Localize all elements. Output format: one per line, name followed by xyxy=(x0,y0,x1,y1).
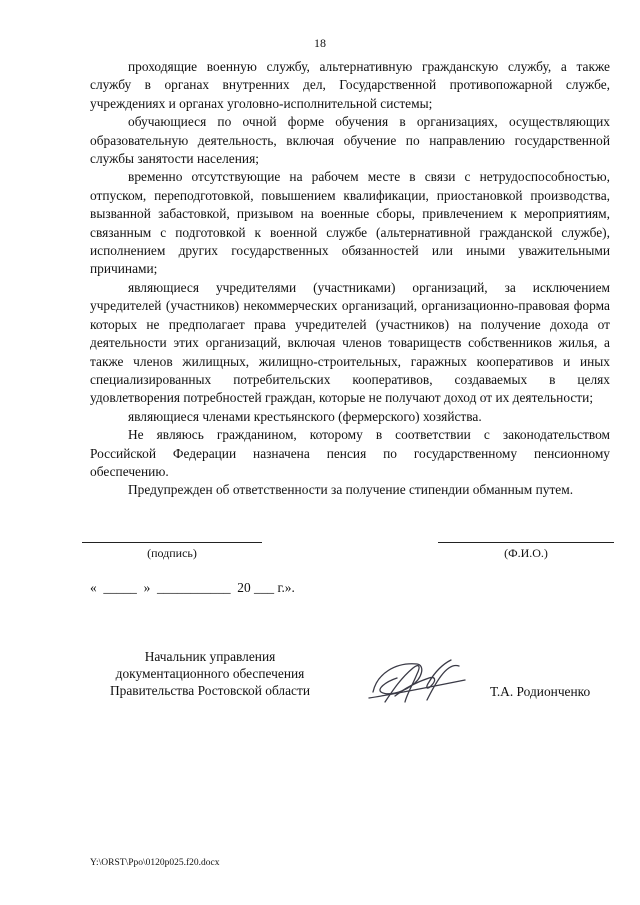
file-path: Y:\ORST\Ppo\0120p025.f20.docx xyxy=(90,858,220,868)
date-line: « _____ » ___________ 20 ___ г.». xyxy=(90,580,295,595)
paragraph-founders: являющиеся учредителями (участниками) организаций, за исключением учредителей (участников) некоммерческих организаций, организационно-правовая форма которых не предполагает права учредителей (участников) на получение дохода от деятельности этих организаций, включая членов товариществ собственников жилья, а также членов жилищных, жилищно-строительных, гаражных кооперативов и иных специализированных потребительских кооперативов, создаваемых в целях удовлетворения потребностей граждан, которые не получают доход от их деятельности; xyxy=(90,279,610,406)
handwritten-signature xyxy=(365,652,470,710)
full-name-line xyxy=(438,542,614,543)
page-number: 18 xyxy=(314,36,326,50)
signature-caption: (подпись) xyxy=(147,546,197,560)
signature-line xyxy=(82,542,262,543)
signer-name: Т.А. Родионченко xyxy=(490,684,591,699)
official-title-line-3: Правительства Ростовской области xyxy=(109,683,311,698)
paragraph-farm-members: являющиеся членами крестьянского (фермерского) хозяйства. xyxy=(128,408,482,424)
paragraph-not-pensioner: Не являюсь гражданином, которому в соответствии с законодательством Российской Федерации назначена пенсия по государственному пенсионному обеспечению. xyxy=(90,427,610,479)
signature-fields xyxy=(0,532,640,572)
paragraph-temporarily-absent: временно отсутствующие на рабочем месте в связи с нетрудоспособностью, отпуском, переподготовкой, повышением квалификации, приостановкой производства, вызванной забастовкой, призывом на военные сборы, привлечением к мероприятиям, связанным с подготовкой к военной службе (альтернативной гражданской службе), исполнением других государственных обязанностей или иными уважительными причинами; xyxy=(90,169,610,277)
full-name-caption: (Ф.И.О.) xyxy=(504,546,548,560)
paragraph-full-time-students: обучающиеся по очной форме обучения в организациях, осуществляющих образовательную деятельность, включая обучение по направлению государственной службы занятости населения; xyxy=(90,114,610,167)
paragraph-warning: Предупрежден об ответственности за получение стипендии обманным путем. xyxy=(128,482,574,498)
official-title-line-2: документационного обеспечения xyxy=(115,666,305,681)
paragraph-military-service: проходящие военную службу, альтернативную гражданскую службу, а также службу в органах внутренних дел, Государственной противопожарной службе, учреждениях и органах уголовно-исполнительной системы; xyxy=(90,59,610,111)
official-title xyxy=(90,648,330,699)
document-body xyxy=(90,58,610,500)
official-title-line-1: Начальник управления xyxy=(144,649,276,664)
